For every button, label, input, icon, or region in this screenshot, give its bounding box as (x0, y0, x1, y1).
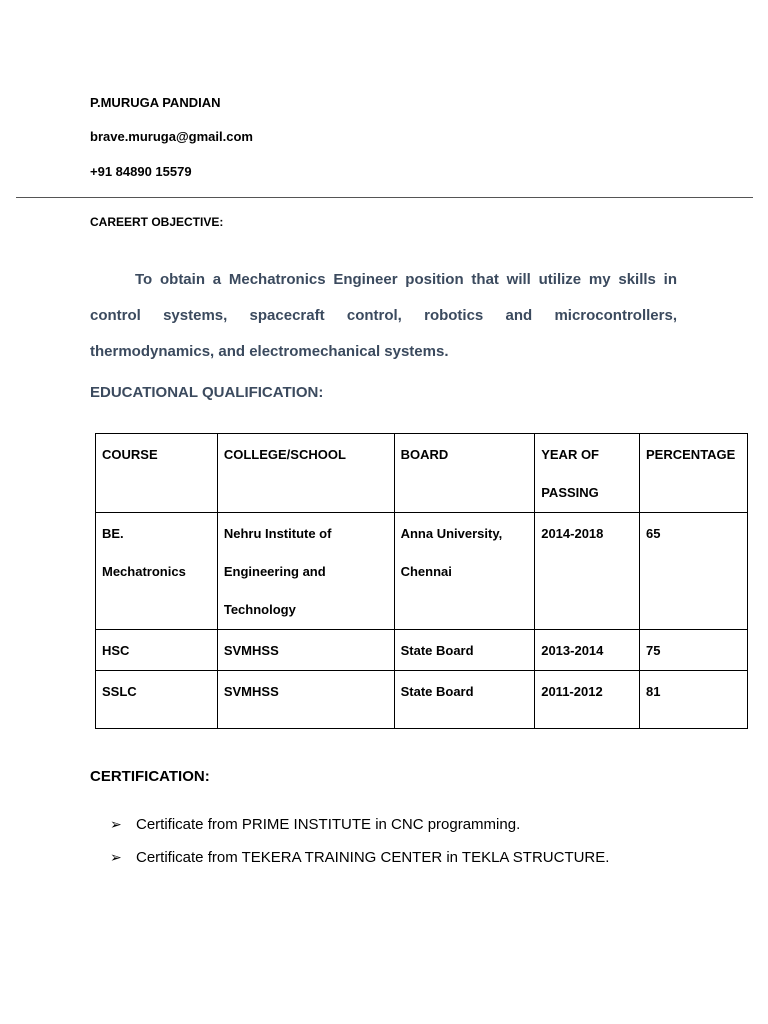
cell-course: BE. Mechatronics (96, 513, 218, 630)
cell-college: SVMHSS (217, 630, 394, 671)
cell-year: 2013-2014 (535, 630, 640, 671)
cell-course: HSC (96, 630, 218, 671)
phone-number: +91 84890 15579 (90, 164, 192, 179)
cell-percentage: 81 (640, 671, 748, 729)
header-divider (16, 197, 753, 198)
header-college: COLLEGE/SCHOOL (217, 434, 394, 513)
arrow-bullet-icon: ➢ (110, 816, 122, 832)
cell-year: 2011-2012 (535, 671, 640, 729)
cell-board: Anna University, Chennai (394, 513, 535, 630)
cell-board: State Board (394, 671, 535, 729)
table-header-row (96, 434, 748, 513)
table-row (96, 513, 748, 630)
cell-college: SVMHSS (217, 671, 394, 729)
certification-list (110, 813, 609, 879)
header-percentage: PERCENTAGE (640, 434, 748, 513)
cell-year: 2014-2018 (535, 513, 640, 630)
cell-percentage: 65 (640, 513, 748, 630)
arrow-bullet-icon: ➢ (110, 849, 122, 865)
cell-course: SSLC (96, 671, 218, 729)
table-row (96, 630, 748, 671)
education-heading: EDUCATIONAL QUALIFICATION: (90, 384, 324, 401)
cell-college: Nehru Institute of Engineering and Technology (217, 513, 394, 630)
candidate-name: P.MURUGA PANDIAN (90, 95, 221, 110)
certification-heading: CERTIFICATION: (90, 768, 210, 785)
cell-percentage: 75 (640, 630, 748, 671)
table-row (96, 671, 748, 729)
list-item (110, 846, 609, 879)
header-year: YEAR OF PASSING (535, 434, 640, 513)
header-board: BOARD (394, 434, 535, 513)
certification-text: Certificate from PRIME INSTITUTE in CNC programming. (136, 816, 521, 833)
header-course: COURSE (96, 434, 218, 513)
email-address: brave.muruga@gmail.com (90, 129, 253, 144)
objective-text: To obtain a Mechatronics Engineer position that will utilize my skills in control systems, spacecraft control, robotics and microcontrollers, thermodynamics, and electromechanical systems. (90, 271, 677, 360)
cell-board: State Board (394, 630, 535, 671)
education-table (95, 433, 748, 729)
certification-text: Certificate from TEKERA TRAINING CENTER in TEKLA STRUCTURE. (136, 849, 610, 866)
list-item (110, 813, 609, 846)
objective-heading: CAREERT OBJECTIVE: (90, 215, 224, 229)
